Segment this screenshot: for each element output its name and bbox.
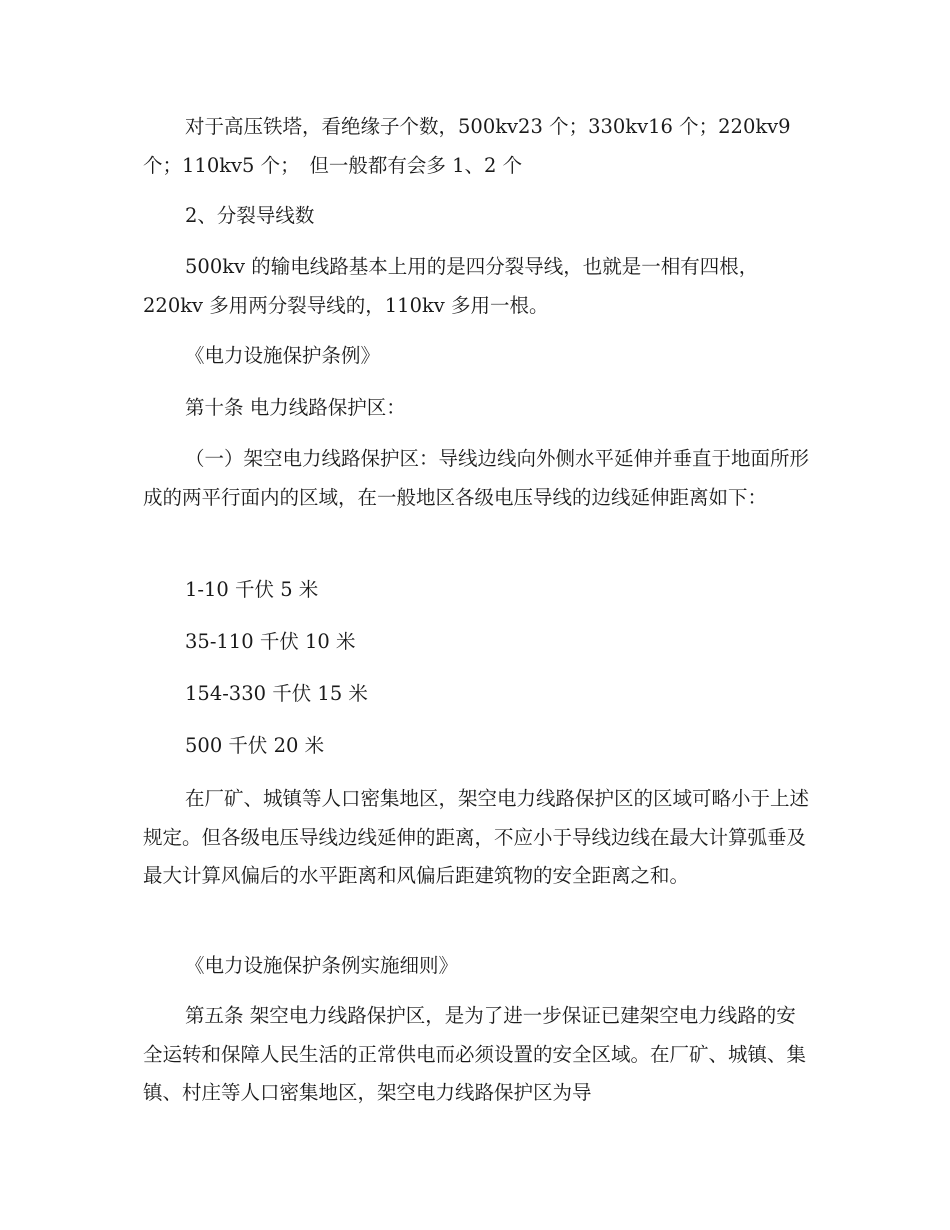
paragraph-distance-154-330kv: 154-330 千伏 15 米 bbox=[185, 682, 368, 705]
paragraph-distance-500kv: 500 千伏 20 米 bbox=[185, 734, 325, 757]
paragraph-article-five: 第五条 架空电力线路保护区，是为了进一步保证已建架空电力线路的安全运转和保障人民生活的正常供电而必须设置的安全区域。在厂矿、城镇、集镇、村庄等人口密集地区，架空电力线路保护区为导 bbox=[143, 1004, 807, 1104]
paragraph-regulation-title: 《电力设施保护条例》 bbox=[185, 344, 381, 367]
paragraph-split-conductor-detail: 500kv 的输电线路基本上用的是四分裂导线，也就是一相有四根，220kv 多用两分裂导线的，110kv 多用一根。 bbox=[143, 255, 759, 317]
paragraph-dense-area-rule: 在厂矿、城镇等人口密集地区，架空电力线路保护区的区域可略小于上述规定。但各级电压导线边线延伸的距离，不应小于导线边线在最大计算弧垂及最大计算风偏后的水平距离和风偏后距建筑物的安全距离之和。 bbox=[143, 787, 810, 887]
paragraph-implementation-rules-title: 《电力设施保护条例实施细则》 bbox=[185, 954, 459, 977]
paragraph-heading-split-conductors: 2、分裂导线数 bbox=[185, 204, 315, 227]
paragraph-distance-35-110kv: 35-110 千伏 10 米 bbox=[185, 630, 356, 653]
paragraph-article-ten: 第十条 电力线路保护区： bbox=[185, 396, 406, 419]
paragraph-insulator-count: 对于高压铁塔，看绝缘子个数，500kv23 个；330kv16 个；220kv9 个；110kv5 个； 但一般都有会多 1、2 个 bbox=[143, 115, 791, 177]
paragraph-protection-zone-definition: （一）架空电力线路保护区：导线边线向外侧水平延伸并垂直于地面所形成的两平行面内的区域，在一般地区各级电压导线的边线延伸距离如下： bbox=[143, 447, 810, 509]
paragraph-distance-1-10kv: 1-10 千伏 5 米 bbox=[185, 578, 319, 601]
